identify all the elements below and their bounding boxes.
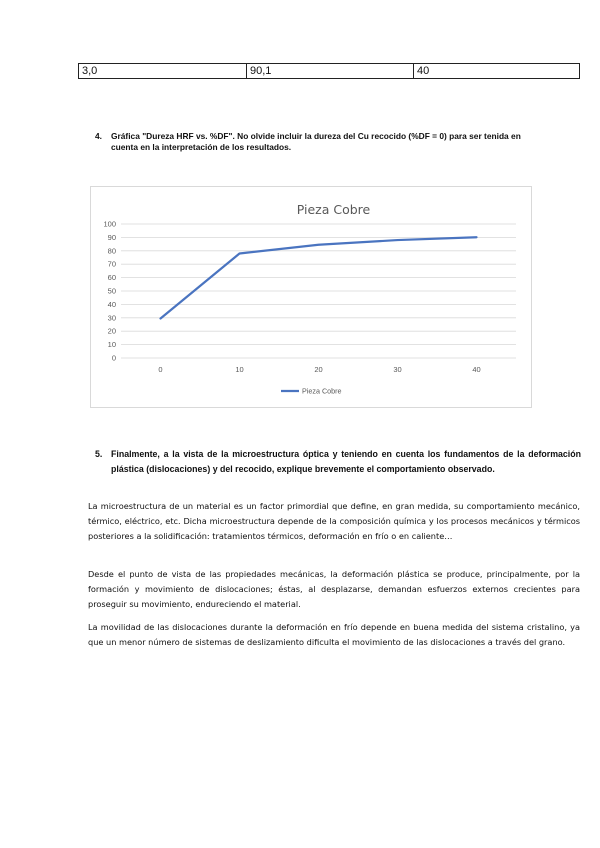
chart-container	[90, 186, 532, 408]
x-tick-label: 30	[393, 365, 402, 374]
y-tick-label: 10	[107, 340, 116, 350]
table-cell: 40	[414, 64, 580, 79]
y-tick-label: 30	[107, 313, 116, 323]
y-tick-label: 90	[107, 232, 116, 242]
answer-paragraph: La microestructura de un material es un factor primordial que define, en gran medida, su comportamiento mecánico, térmico, eléctrico, etc. Dicha microestructura depende de la composición química y los procesos mecánicos y térmicos posteriores a la solidificación: tratamientos térmicos, deformación en frío o en caliente…	[88, 501, 580, 541]
question-number: 5.	[95, 449, 103, 459]
question-text: Finalmente, a la vista de la microestructura óptica y teniendo en cuenta los fundamentos de la deformación plástica (dislocaciones) y del recocido, explique brevemente el comportamiento observado.	[111, 449, 581, 474]
y-tick-label: 70	[107, 259, 116, 269]
x-tick-label: 20	[314, 365, 323, 374]
table-cell: 3,0	[79, 64, 247, 79]
table-row	[79, 64, 580, 79]
y-tick-label: 0	[111, 353, 116, 363]
x-tick-label: 0	[158, 365, 163, 374]
y-tick-label: 80	[107, 246, 116, 256]
y-tick-label: 40	[107, 299, 116, 309]
question-number: 4.	[95, 131, 102, 141]
y-tick-label: 60	[107, 273, 116, 283]
chart-title: Pieza Cobre	[296, 202, 371, 217]
y-tick-label: 50	[107, 286, 116, 296]
y-tick-label: 100	[103, 219, 116, 229]
x-tick-label: 10	[235, 365, 244, 374]
answer-paragraph: Desde el punto de vista de las propiedades mecánicas, la deformación plástica se produce, principalmente, por la formación y movimiento de dislocaciones; éstas, al desplazarse, demandan esfuerzos externos crecientes para proseguir su movimiento, endureciendo el material.	[88, 569, 580, 609]
line-chart	[91, 187, 531, 407]
legend-label: Pieza Cobre	[302, 386, 342, 396]
data-table	[78, 63, 580, 79]
answer-paragraph: La movilidad de las dislocaciones durante la deformación en frío depende en buena medida del sistema cristalino, ya que un menor número de sistemas de deslizamiento dificulta el movimiento de las dislocaciones a través del grano.	[88, 622, 580, 647]
x-tick-label: 40	[472, 365, 481, 374]
table-cell: 90,1	[247, 64, 414, 79]
y-tick-label: 20	[107, 326, 116, 336]
question-text: Gráfica "Dureza HRF vs. %DF". No olvide incluir la dureza del Cu recocido (%DF = 0) para ser tenida en cuenta en la interpretación de los resultados.	[111, 131, 521, 152]
